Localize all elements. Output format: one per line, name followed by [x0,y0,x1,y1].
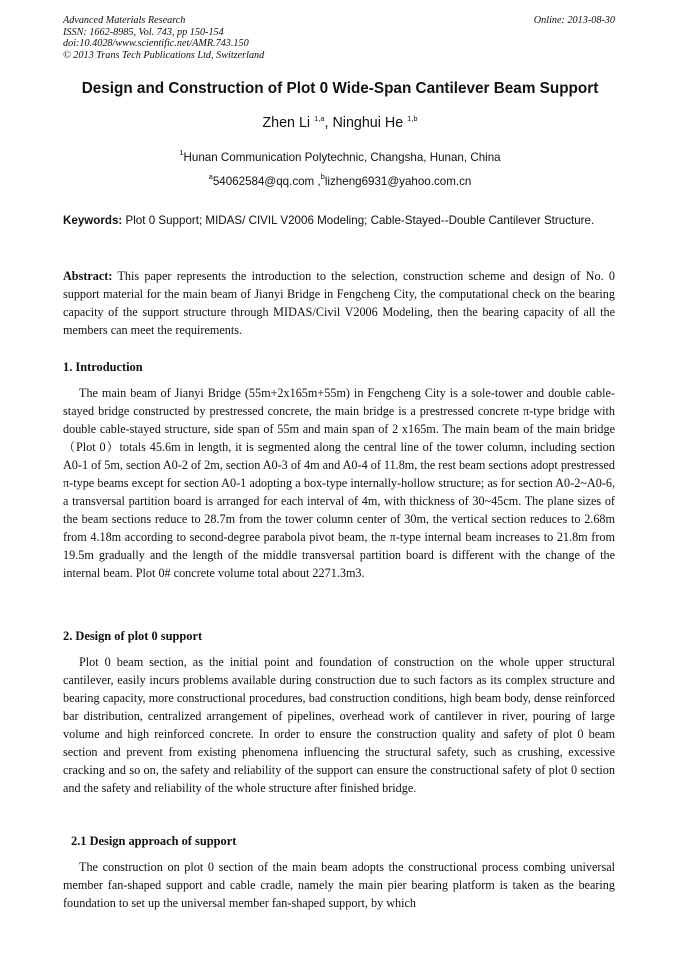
keywords [63,212,615,230]
paper-title: Design and Construction of Plot 0 Wide-Span Cantilever Beam Support [81,80,599,97]
affiliation-mark: 1 [179,148,184,157]
keywords-text: Plot 0 Support; MIDAS/ CIVIL V2006 Modeling; Cable-Stayed--Double Cantilever Structure. [122,214,595,227]
journal-header [63,15,615,61]
author-1-affil-mark: 1,a [314,114,325,123]
keywords-label: Keywords: [63,214,123,227]
section-1-heading: 1. Introduction [63,360,143,374]
section-2-1-heading: 2.1 Design approach of support [71,834,237,848]
author-1: Zhen Li [262,115,315,131]
author-emails [40,172,640,188]
abstract [63,267,615,339]
email-a[interactable]: 54062584@qq.com , [212,175,321,188]
email-b[interactable]: lizheng6931@yahoo.com.cn [324,175,472,188]
author-separator: , [324,115,333,131]
affiliation-text: Hunan Communication Polytechnic, Changsha, Hunan, China [183,151,501,164]
author-2: Ninghui He [332,115,408,131]
section-2-1-body: The construction on plot 0 section of the main beam adopts the constructional process combing universal member fan-shaped support and cable cradle, namely the main pier bearing platform is taken as the bearing foundation to set up the universal member fan-shaped support, by which [63,860,615,910]
abstract-label: Abstract: [63,269,113,283]
affiliation [40,148,640,164]
issn: ISSN: 1662-8985, Vol. 743, pp 150-154 [63,26,224,38]
email-b-mark: b [320,172,325,181]
section-2-body: Plot 0 beam section, as the initial point and foundation of construction on the whole upper structural cantilever, easily incurs problems available during construction due to such factors as its complex structure and bearing capacity, more constructional procedures, bad construction conditions, high beam body, dense reinforced bar distribution, centralized arrangement of pipelines, overhead work of cantilever in river, pouring of large volume and high reinforced concrete. In order to ensure the construction quality and safety of plot 0 beam section and prevent from existing phenomena influencing the structural safety, such as crushing, excessive cracking and so on, the safety and reliability of the support can ensure the constructional safety of plot 0 section and the safety and reliability of the whole structure after finished bridge. [63,655,615,795]
doi: doi:10.4028/www.scientific.net/AMR.743.150 [63,38,249,49]
online-date: Online: 2013-08-30 [533,15,615,26]
author-list [40,115,640,131]
section-2-heading: 2. Design of plot 0 support [63,629,203,643]
section-1-body: The main beam of Jianyi Bridge (55m+2x165m+55m) in Fengcheng City is a sole-tower and double cable-stayed bridge constructed by prestressed concrete, the main bridge is a prestressed concrete π-type bridge with double cable-stayed structure, side span of 55m and main span of 2 x165m. The main beam of the main bridge（Plot 0）totals 45.6m in length, it is segmented along the central line of the tower column, including section A0-1 of 5m, section A0-2 of 2m, section A0-3 of 4m and A0-4 of 11.8m, the rest beam sections adopt prestressed π-type beams except for section A0-1 adopting a box-type internally-hollow structure; as for section A0-2~A0-6, a transversal partition board is arranged for each interval of 4m, with thickness of 30~45cm. The plane sizes of the beam sections reduce to 28.7m from the tower column center of 30m, the vertical section reduces to 2.68m from 4.18m according to second-degree parabola pivot beam, the π-type internal beam increases to 21.8m from 19.5m gradually and the length of the middle transversal partition board is different with the change of the internal beam. Plot 0# concrete volume total about 2271.3m3. [63,386,615,580]
copyright: © 2013 Trans Tech Publications Ltd, Switzerland [63,49,265,61]
author-2-affil-mark: 1,b [407,114,418,123]
email-a-mark: a [208,172,213,181]
journal-name: Advanced Materials Research [63,15,186,26]
abstract-text: This paper represents the introduction to the selection, construction scheme and design of No. 0 support material for the main beam of Jianyi Bridge in Fengcheng City, the computational check on the bearing capacity of the support structure through MIDAS/Civil V2006 Modeling, then the bearing capacity of all the members can meet the requirements. [63,269,615,337]
